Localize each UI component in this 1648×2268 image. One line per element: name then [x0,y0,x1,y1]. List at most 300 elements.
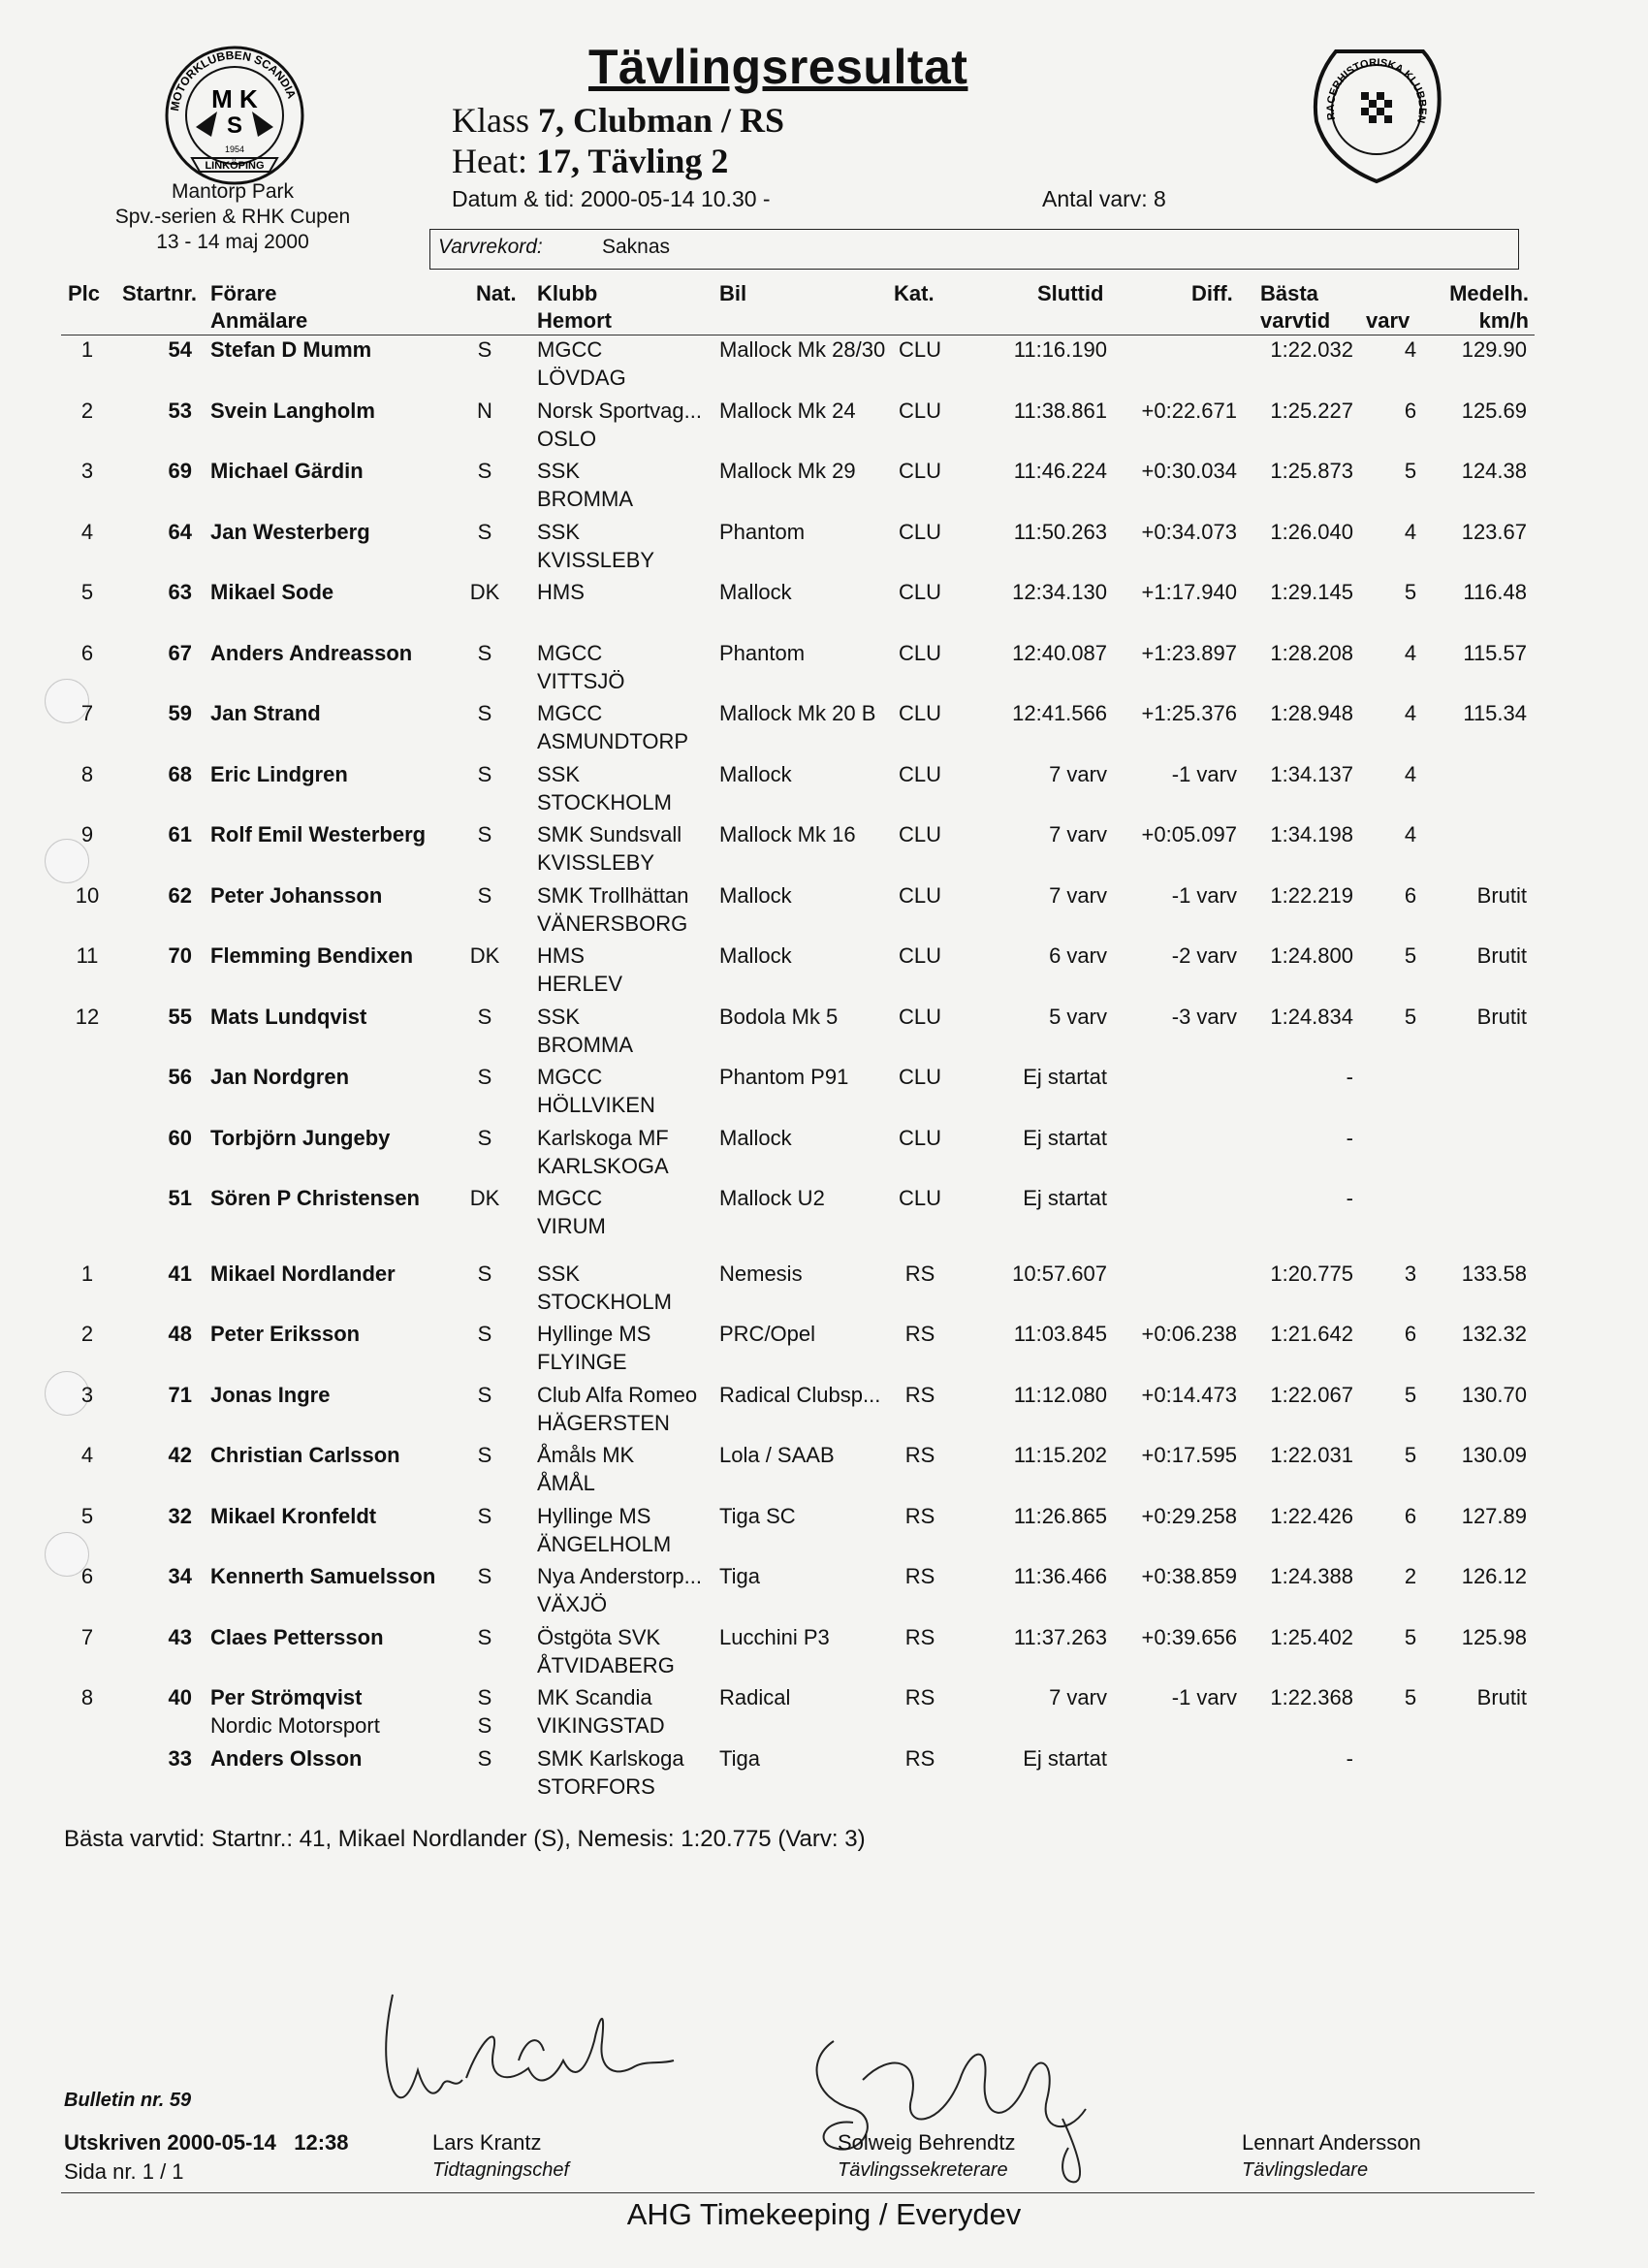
hometown-cell: HERLEV [537,972,623,996]
signature-lars-krantz [373,1983,683,2128]
average-speed-cell: Brutit [1476,1004,1527,1029]
nationality-cell: S [477,1004,492,1029]
start-number-cell: 32 [168,1503,192,1528]
hometown-cell: VIKINGSTAD [537,1713,665,1738]
average-speed-cell: Brutit [1476,1685,1527,1709]
start-number-cell: 63 [168,580,192,604]
diff-cell: +0:14.473 [1141,1382,1237,1407]
category-cell: CLU [898,398,941,423]
best-lap-time-cell: 1:22.219 [1270,882,1353,908]
footer-divider [61,2192,1535,2193]
club-cell: SSK [537,459,581,483]
club-cell: MGCC [537,701,603,725]
club-cell: Karlskoga MF [537,1125,669,1150]
car-cell: Mallock Mk 28/30 [719,337,886,362]
club-cell: MGCC [537,337,603,362]
category-cell: RS [904,1382,935,1407]
average-speed-cell: 123.67 [1461,519,1527,544]
col-nat: Nat. [476,281,517,305]
table-row [0,397,1648,457]
start-number-cell: 41 [168,1261,192,1286]
best-lap-time-cell: 1:24.388 [1270,1564,1353,1588]
svg-text:M K: M K [211,84,258,113]
diff-cell: +1:23.897 [1141,640,1237,665]
diff-cell: +0:30.034 [1141,459,1237,483]
col-sluttid: Sluttid [1037,281,1104,305]
club-cell: Norsk Sportvag... [537,398,702,423]
best-lap-time-cell: 1:29.145 [1270,580,1353,604]
car-cell: Mallock U2 [719,1186,825,1210]
category-cell: CLU [898,1004,941,1029]
best-lap-time-cell: 1:25.402 [1270,1624,1353,1649]
nationality-cell: S [477,822,492,847]
table-row [0,1063,1648,1123]
best-lap-time-cell: 1:28.208 [1270,640,1353,665]
heat-value: 17, Tävling 2 [535,142,729,180]
best-lap-number-cell: 4 [1404,701,1417,725]
hometown-cell: HÄGERSTEN [537,1410,670,1435]
placing-cell: 10 [75,882,100,908]
best-lap-number-cell: 5 [1404,1382,1417,1407]
col-medelh: Medelh. [1449,281,1529,305]
category-cell: CLU [898,701,941,725]
best-lap-time-cell: 1:22.031 [1270,1443,1353,1467]
club-cell: MGCC [537,640,603,665]
date-time: Datum & tid: 2000-05-14 10.30 - [452,186,771,211]
col-varv: varv [1366,308,1410,333]
hometown-cell: ÄNGELHOLM [537,1531,672,1556]
finish-time-cell: 12:40.087 [1012,640,1107,665]
class-line [452,101,784,140]
average-speed-cell: 133.58 [1461,1261,1527,1286]
category-cell: CLU [898,1065,941,1089]
finish-time-cell: 11:50.263 [1013,519,1107,544]
diff-cell: +1:25.376 [1141,701,1237,725]
category-cell: RS [904,1443,935,1467]
average-speed-cell: 126.12 [1461,1564,1527,1588]
best-lap-time-cell: 1:24.834 [1270,1004,1353,1029]
diff-cell: -1 varv [1171,1685,1237,1709]
driver-cell: Jan Strand [210,701,321,725]
nationality-cell: DK [469,943,500,968]
col-forare: Förare [210,281,277,305]
placing-cell: 6 [80,640,94,665]
diff-cell: -3 varv [1171,1004,1237,1029]
car-cell: Mallock [719,882,792,908]
finish-time-cell: Ej startat [1023,1125,1107,1150]
best-lap-number-cell: 5 [1404,1624,1417,1649]
lap-record-value: Saknas [602,236,671,258]
club-cell: MGCC [537,1186,603,1210]
best-lap-time-cell: 1:21.642 [1270,1322,1353,1346]
car-cell: Lucchini P3 [719,1624,830,1649]
software-credit: AHG Timekeeping / Everydev [626,2197,1022,2231]
diff-cell: +0:06.238 [1141,1322,1237,1346]
diff-cell: +0:38.859 [1141,1564,1237,1588]
table-row [0,1683,1648,1743]
best-lap-time-cell: 1:28.948 [1270,701,1353,725]
best-lap-number-cell: 5 [1404,943,1417,968]
finish-time-cell: Ej startat [1023,1186,1107,1210]
table-row [0,1124,1648,1184]
diff-cell: +0:39.656 [1141,1624,1237,1649]
driver-cell: Michael Gärdin [210,459,364,483]
car-cell: Lola / SAAB [719,1443,835,1467]
placing-cell: 2 [80,398,94,423]
start-number-cell: 42 [168,1443,192,1467]
diff-cell: -1 varv [1171,761,1237,786]
table-row [0,760,1648,820]
diff-cell: +1:17.940 [1141,580,1237,604]
car-cell: Mallock Mk 16 [719,822,856,847]
start-number-cell: 56 [168,1065,192,1089]
heat-label: Heat: [452,142,527,180]
driver-cell: Per Strömqvist [210,1685,363,1709]
best-lap-time-cell: - [1346,1125,1353,1150]
start-number-cell: 53 [168,398,192,423]
best-lap-summary: Bästa varvtid: Startnr.: 41, Mikael Nordlander (S), Nemesis: 1:20.775 (Varv: 3) [64,1826,866,1852]
driver-cell: Jan Westerberg [210,519,370,544]
category-cell: RS [904,1685,935,1709]
best-lap-time-cell: 1:25.873 [1270,459,1353,483]
best-lap-number-cell: 5 [1404,1685,1417,1709]
table-row [0,1320,1648,1380]
col-varvtid: varvtid [1260,308,1331,333]
start-number-cell: 59 [168,701,192,725]
driver-cell: Peter Johansson [210,882,383,908]
car-cell: Mallock [719,580,792,604]
table-row [0,1260,1648,1320]
best-lap-number-cell: 5 [1404,459,1417,483]
finish-time-cell: 11:36.466 [1013,1564,1107,1588]
hometown-cell: VIRUM [537,1214,606,1238]
club-cell: Club Alfa Romeo [537,1382,698,1407]
finish-time-cell: 7 varv [1049,761,1107,786]
category-cell: RS [904,1322,935,1346]
table-row [0,578,1648,638]
nationality-cell: S [477,337,492,362]
category-cell: CLU [898,337,941,362]
nationality-cell: S [477,1065,492,1089]
start-number-cell: 60 [168,1125,192,1150]
nationality-cell: S [477,640,492,665]
finish-time-cell: 7 varv [1049,822,1107,847]
start-number-cell: 61 [168,822,192,847]
car-cell: Mallock [719,943,792,968]
table-row [0,518,1648,578]
col-klubb: Klubb [537,281,598,305]
club-cell: MK Scandia [537,1685,652,1709]
category-cell: CLU [898,882,941,908]
diff-cell: -2 varv [1171,943,1237,968]
hometown-cell: KVISSLEBY [537,850,655,875]
placing-cell: 3 [80,459,94,483]
car-cell: Mallock [719,1125,792,1150]
average-speed-cell: 132.32 [1461,1322,1527,1346]
start-number-cell: 40 [168,1685,192,1709]
placing-cell: 5 [80,1503,94,1528]
driver-cell: Mikael Nordlander [210,1261,396,1286]
driver-cell: Flemming Bendixen [210,943,414,968]
average-speed-cell: 125.98 [1461,1624,1527,1649]
average-speed-cell: 130.70 [1461,1382,1527,1407]
race-director-role: Tävlingsledare [1242,2159,1369,2181]
driver-cell: Christian Carlsson [210,1443,400,1467]
club-cell: SSK [537,519,581,544]
car-cell: Phantom [719,519,806,544]
placing-cell: 7 [80,1624,94,1649]
class-value: 7, Clubman / RS [538,101,785,140]
finish-time-cell: 11:26.865 [1013,1503,1107,1528]
hometown-cell: LÖVDAG [537,366,626,390]
best-lap-number-cell: 4 [1404,519,1417,544]
diff-cell: -1 varv [1171,882,1237,908]
car-cell: Nemesis [719,1261,803,1286]
car-cell: Bodola Mk 5 [719,1004,839,1029]
svg-text:1954: 1954 [224,144,245,154]
car-cell: Tiga [719,1745,760,1771]
col-hemort: Hemort [537,308,613,333]
average-speed-cell: Brutit [1476,943,1527,968]
timekeeper-role: Tidtagningschef [432,2159,570,2181]
best-lap-number-cell: 6 [1404,882,1417,908]
club-cell: Åmåls MK [537,1443,635,1467]
driver-cell: Jonas Ingre [210,1382,331,1407]
finish-time-cell: 7 varv [1049,882,1107,908]
nationality-cell: S [477,1382,492,1407]
table-row [0,820,1648,880]
nationality-cell: S [477,459,492,483]
org-line-date: 13 - 14 maj 2000 [156,231,309,253]
nationality-cell: S [477,1685,492,1709]
finish-time-cell: 11:15.202 [1013,1443,1107,1467]
class-label: Klass [452,101,529,140]
racerhistoriska-klubben-logo [1307,44,1446,187]
col-startnr: Startnr. [122,281,198,305]
finish-time-cell: 5 varv [1049,1004,1107,1029]
best-lap-time-cell: - [1346,1745,1353,1771]
start-number-cell: 69 [168,459,192,483]
hometown-cell: STOCKHOLM [537,1289,672,1314]
driver-cell: Svein Langholm [210,398,375,423]
category-cell: CLU [898,943,941,968]
placing-cell: 2 [80,1322,94,1346]
best-lap-number-cell: 6 [1404,1322,1417,1346]
best-lap-number-cell: 4 [1404,640,1417,665]
svg-text:LINKÖPING: LINKÖPING [205,160,265,172]
table-row [0,457,1648,517]
table-row [0,1441,1648,1501]
hometown-cell: FLYINGE [537,1350,627,1374]
start-number-cell: 64 [168,519,192,544]
hometown-cell: VITTSJÖ [537,668,625,693]
average-speed-cell: 127.89 [1461,1503,1527,1528]
start-number-cell: 54 [168,337,192,362]
best-lap-time-cell: - [1346,1186,1353,1210]
placing-cell: 8 [80,1685,94,1709]
hometown-cell: BROMMA [537,487,633,511]
placing-cell: 12 [75,1004,100,1029]
hometown-cell: VÄXJÖ [537,1592,608,1616]
best-lap-number-cell: 5 [1404,1443,1417,1467]
table-row [0,699,1648,759]
hometown-cell: ÅTVIDABERG [537,1652,675,1677]
category-cell: CLU [898,580,941,604]
category-cell: CLU [898,459,941,483]
club-cell: SSK [537,1004,581,1029]
category-cell: CLU [898,640,941,665]
table-row [0,1184,1648,1244]
start-number-cell: 43 [168,1624,192,1649]
category-cell: RS [904,1503,935,1528]
car-cell: Radical [719,1685,791,1709]
driver-cell: Eric Lindgren [210,761,348,786]
mks-logo [163,44,306,187]
nationality-cell: S [477,1443,492,1467]
club-cell: Hyllinge MS [537,1503,651,1528]
finish-time-cell: 11:03.845 [1013,1322,1107,1346]
finish-time-cell: 10:57.607 [1012,1261,1107,1286]
col-plc: Plc [68,281,101,305]
driver-cell: Torbjörn Jungeby [210,1125,391,1150]
club-cell: SSK [537,761,581,786]
org-line-series: Spv.-serien & RHK Cupen [114,206,351,228]
hometown-cell: STORFORS [537,1773,655,1799]
average-speed-cell: 116.48 [1463,580,1527,604]
car-cell: Tiga SC [719,1503,796,1528]
nationality-cell: S [477,1564,492,1588]
club-cell: Östgöta SVK [537,1624,661,1649]
start-number-cell: 67 [168,640,192,665]
car-cell: Phantom [719,640,806,665]
category-cell: RS [904,1745,935,1771]
category-cell: RS [904,1261,935,1286]
col-anmalare: Anmälare [210,308,308,333]
start-number-cell: 51 [168,1186,192,1210]
driver-cell: Jan Nordgren [210,1065,350,1089]
best-lap-time-cell: 1:25.227 [1270,398,1353,423]
placing-cell: 1 [80,337,94,362]
best-lap-number-cell: 4 [1404,822,1417,847]
finish-time-cell: 11:12.080 [1013,1382,1107,1407]
diff-cell: +0:05.097 [1141,822,1237,847]
table-row [0,1623,1648,1683]
driver-cell: Sören P Christensen [210,1186,420,1210]
placing-cell: 4 [80,1443,94,1467]
club-cell: Hyllinge MS [537,1322,651,1346]
lap-record-box [429,229,1519,270]
category-cell: CLU [898,761,941,786]
placing-cell: 7 [80,701,94,725]
diff-cell: +0:29.258 [1141,1503,1237,1528]
club-cell: SMK Sundsvall [537,822,682,847]
lap-count: Antal varv: 8 [1042,186,1166,211]
car-cell: Mallock Mk 29 [719,459,856,483]
driver-cell: Kennerth Samuelsson [210,1564,436,1588]
finish-time-cell: 12:41.566 [1012,701,1107,725]
start-number-cell: 55 [168,1004,192,1029]
svg-text:MOTORKLUBBEN SCANDIA: MOTORKLUBBEN SCANDIA [168,48,300,112]
nationality-cell: S [477,1624,492,1649]
car-cell: Mallock [719,761,792,786]
best-lap-number-cell: 5 [1404,580,1417,604]
col-bil: Bil [719,281,747,305]
nationality-cell: S [477,1503,492,1528]
secretary-role: Tävlingssekreterare [838,2159,1008,2181]
club-cell: SSK [537,1261,581,1286]
hometown-cell: HÖLLVIKEN [537,1093,655,1117]
driver-cell: Rolf Emil Westerberg [210,822,427,847]
hometown-cell: OSLO [537,426,597,451]
finish-time-cell: 11:38.861 [1013,398,1107,423]
nationality-cell: S [477,882,492,908]
driver-cell: Stefan D Mumm [210,337,372,362]
category-cell: RS [904,1564,935,1588]
category-cell: CLU [898,1186,941,1210]
driver-cell: Anders Olsson [210,1745,363,1771]
driver-cell: Anders Andreasson [210,640,413,665]
placing-cell: 9 [80,822,94,847]
finish-time-cell: 12:34.130 [1012,580,1107,604]
placing-cell: 6 [80,1564,94,1588]
svg-text:RACERHISTORISKA KLUBBEN: RACERHISTORISKA KLUBBEN [1324,56,1429,125]
best-lap-time-cell: - [1346,1065,1353,1089]
category-cell: CLU [898,519,941,544]
table-row [0,1502,1648,1562]
best-lap-number-cell: 4 [1404,761,1417,786]
best-lap-time-cell: 1:26.040 [1270,519,1353,544]
car-cell: Radical Clubsp... [719,1382,881,1407]
start-number-cell: 68 [168,761,192,786]
start-number-cell: 62 [168,882,192,908]
finish-time-cell: 11:37.263 [1013,1624,1107,1649]
table-row [0,1562,1648,1622]
average-speed-cell: 130.09 [1461,1443,1527,1467]
nationality-cell: DK [469,580,500,604]
finish-time-cell: 11:46.224 [1013,459,1107,483]
placing-cell: 1 [80,1261,94,1286]
col-kmh: km/h [1478,308,1529,333]
entrant-nationality-cell: S [477,1713,492,1738]
nationality-cell: S [477,1322,492,1346]
nationality-cell: N [477,398,492,423]
hometown-cell: VÄNERSBORG [537,910,688,936]
category-cell: CLU [898,1125,941,1150]
club-cell: Nya Anderstorp... [537,1564,702,1588]
car-cell: PRC/Opel [719,1322,816,1346]
placing-cell: 3 [80,1382,94,1407]
start-number-cell: 71 [168,1382,192,1407]
best-lap-time-cell: 1:24.800 [1270,943,1353,968]
club-cell: MGCC [537,1065,603,1089]
heat-line [452,142,728,180]
table-row [0,942,1648,1002]
average-speed-cell: 115.57 [1463,640,1527,665]
start-number-cell: 48 [168,1322,192,1346]
car-cell: Mallock Mk 24 [719,398,856,423]
start-number-cell: 34 [168,1564,192,1588]
race-director-name: Lennart Andersson [1242,2130,1421,2155]
driver-cell: Peter Eriksson [210,1322,361,1346]
diff-cell: +0:22.671 [1141,398,1237,423]
placing-cell: 8 [80,761,94,786]
col-diff: Diff. [1191,281,1233,305]
average-speed-cell: 125.69 [1461,398,1527,423]
hometown-cell: BROMMA [537,1032,633,1057]
best-lap-number-cell: 4 [1404,337,1417,362]
bulletin-number: Bulletin nr. 59 [64,2090,192,2111]
placing-cell: 4 [80,519,94,544]
